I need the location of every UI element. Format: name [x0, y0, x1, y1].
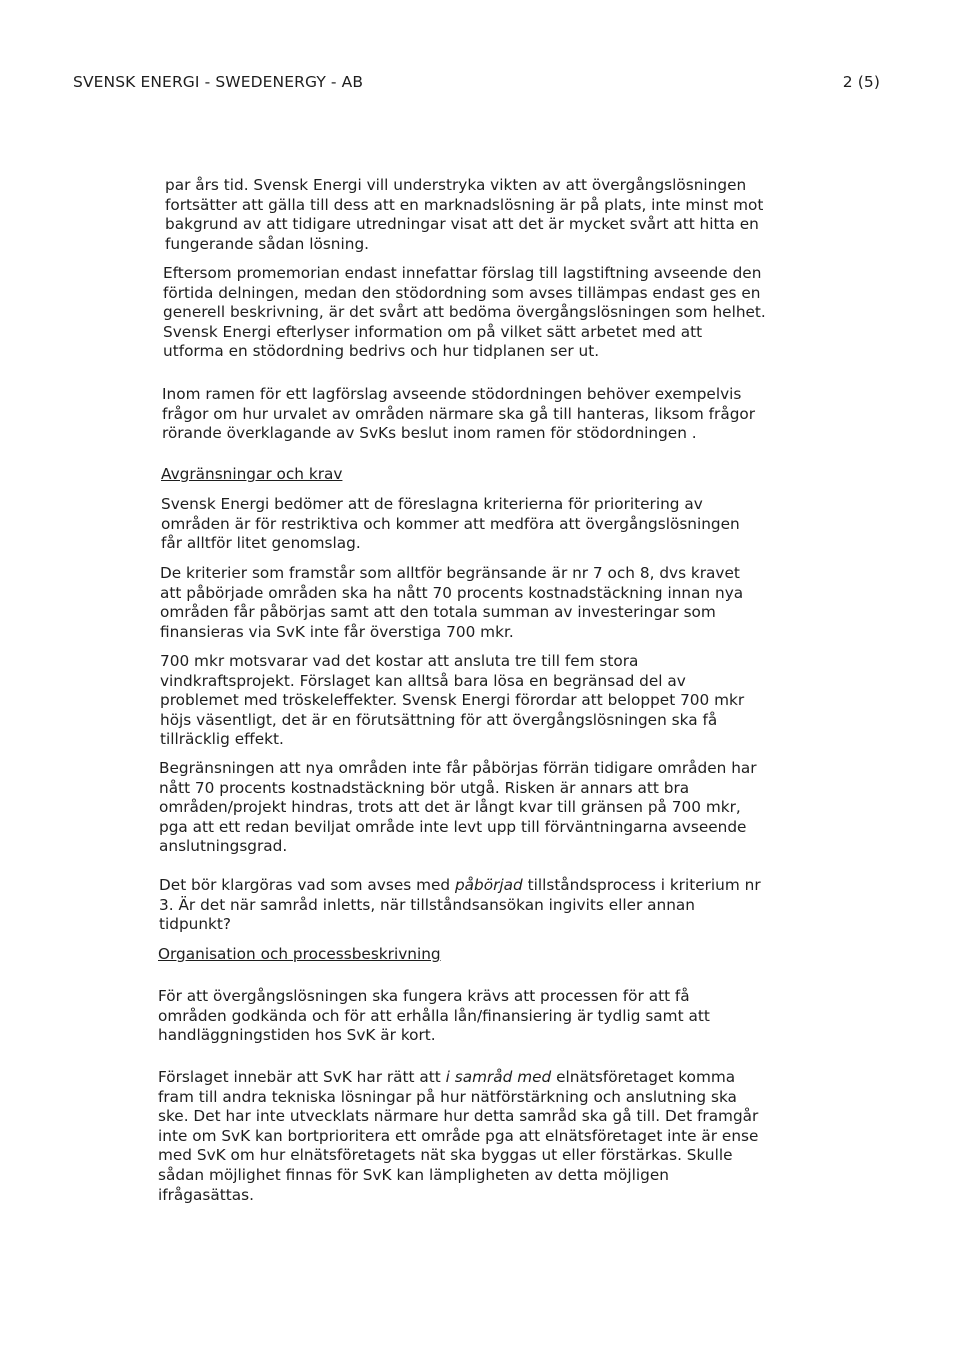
text-line: pga att ett redan beviljat område inte levt upp till förväntningarna avseende	[159, 817, 747, 836]
text-segment: Det bör klargöras vad som avses med	[159, 876, 455, 894]
text-line: områden/projekt hindras, trots att det är långt kvar till gränsen på 700 mkr,	[159, 798, 741, 817]
text-line: att påbörjade områden ska ha nått 70 procents kostnadstäckning innan nya	[160, 583, 744, 602]
text-line: 3. Är det när samråd inletts, när tillståndsansökan ingivits eller annan	[159, 895, 695, 914]
text-line: utforma en stödordning bedrivs och hur tidplanen ser ut.	[163, 342, 600, 361]
paragraph-consultation-rights	[158, 1068, 838, 1205]
text-line: generell beskrivning, är det svårt att bedöma övergångslösningen som helhet.	[163, 303, 766, 322]
text-line: fortsätter att gälla till dess att en marknadslösning är på plats, inte minst mot	[165, 195, 764, 214]
text-line: vindkraftsprojekt. Förslaget kan alltså bara lösa en begränsad del av	[160, 671, 686, 690]
text-line: områden godkända och för att erhålla lån/finansiering är tydlig samt att	[158, 1006, 710, 1025]
text-line: 700 mkr motsvarar vad det kostar att ansluta tre till fem stora	[160, 652, 639, 670]
text-line: förtida delningen, medan den stödordning som avses tillämpas endast ges en	[163, 283, 761, 302]
text-line: De kriterier som framstår som alltför begränsande är nr 7 och 8, dvs kravet	[160, 564, 740, 582]
text-line: bakgrund av att tidigare utredningar visat att det är mycket svårt att hitta en	[165, 215, 759, 234]
text-line: Begränsningen att nya områden inte får påbörjas förrän tidigare områden har	[159, 759, 757, 777]
text-line: områden får påbörjas samt att den totala summan av investeringar som	[160, 603, 716, 622]
text-line: fungerande sådan lösning.	[165, 234, 370, 253]
document-header-title: SVENSK ENERGI - SWEDENERGY - AB	[73, 73, 364, 91]
text-segment: tillståndsprocess i kriterium nr	[522, 876, 761, 894]
paragraph-started-permit-process	[159, 876, 839, 935]
text-line: Inom ramen för ett lagförslag avseende stödordningen behöver exempelvis	[162, 385, 742, 403]
paragraph-transition-period	[165, 176, 845, 254]
text-line: ske. Det har inte utvecklats närmare hur detta samråd ska gå till. Det framgår	[158, 1107, 759, 1126]
text-line: Svensk Energi efterlyser information om på vilket sätt arbetet med att	[163, 322, 703, 341]
text-line: ifrågasättas.	[158, 1185, 254, 1204]
text-line: handläggningstiden hos SvK är kort.	[158, 1026, 436, 1045]
text-line: Eftersom promemorian endast innefattar förslag till lagstiftning avseende den	[163, 264, 762, 282]
paragraph-memorandum	[163, 264, 843, 362]
text-line: inte om SvK kan bortprioritera ett område pga att elnätsföretaget inte är ense	[158, 1126, 759, 1145]
text-line: finansieras via SvK inte får överstiga 700 mkr.	[160, 622, 514, 641]
text-line: Svensk Energi bedömer att de föreslagna kriterierna för prioritering av	[161, 495, 703, 513]
text-line: par års tid. Svensk Energi vill understryka vikten av att övergångslösningen	[165, 176, 747, 194]
page-number: 2 (5)	[842, 73, 880, 91]
text-line: tillräcklig effekt.	[160, 730, 284, 749]
paragraph-cost-coverage-limit	[159, 759, 839, 857]
paragraph-legislative-proposal	[162, 385, 842, 444]
text-line: tidpunkt?	[159, 915, 232, 934]
text-line: För att övergångslösningen ska fungera krävs att processen för att få	[158, 987, 690, 1005]
section-heading-limitations: Avgränsningar och krav	[161, 465, 343, 483]
text-line: rörande överklagande av SvKs beslut inom ramen för stödordningen .	[162, 424, 697, 443]
text-line: fram till andra tekniska lösningar på hur nätförstärkning och anslutning ska	[158, 1087, 737, 1106]
text-line	[158, 1068, 838, 1088]
text-segment: elnätsföretaget komma	[551, 1068, 736, 1086]
text-line: anslutningsgrad.	[159, 837, 288, 856]
text-line: höjs väsentligt, det är en förutsättning för att övergångslösningen ska få	[160, 710, 718, 729]
paragraph-criteria-7-8	[160, 564, 840, 642]
text-line	[159, 876, 839, 896]
text-segment: Förslaget innebär att SvK har rätt att	[158, 1068, 446, 1086]
emphasis-text: i samråd med	[445, 1068, 552, 1086]
emphasis-text: påbörjad	[454, 876, 523, 894]
text-line: får alltför litet genomslag.	[161, 534, 361, 553]
paragraph-process-clarity	[158, 987, 838, 1046]
page-header	[73, 73, 883, 95]
text-line: sådan möjlighet finnas för SvK kan lämpligheten av detta möjligen	[158, 1165, 669, 1184]
paragraph-criteria-assessment	[161, 495, 841, 554]
text-line: med SvK om hur elnätsföretagets nät ska byggas ut eller förstärkas. Skulle	[158, 1146, 733, 1165]
text-line: frågor om hur urvalet av områden närmare ska gå till hanteras, liksom frågor	[162, 404, 756, 423]
text-line: nått 70 procents kostnadstäckning bör utgå. Risken är annars att bra	[159, 778, 690, 797]
section-heading-organisation: Organisation och processbeskrivning	[158, 945, 441, 963]
text-line: problemet med tröskeleffekter. Svensk Energi förordar att beloppet 700 mkr	[160, 691, 745, 710]
paragraph-700-mkr	[160, 652, 840, 750]
text-line: områden är för restriktiva och kommer att medföra att övergångslösningen	[161, 514, 740, 533]
